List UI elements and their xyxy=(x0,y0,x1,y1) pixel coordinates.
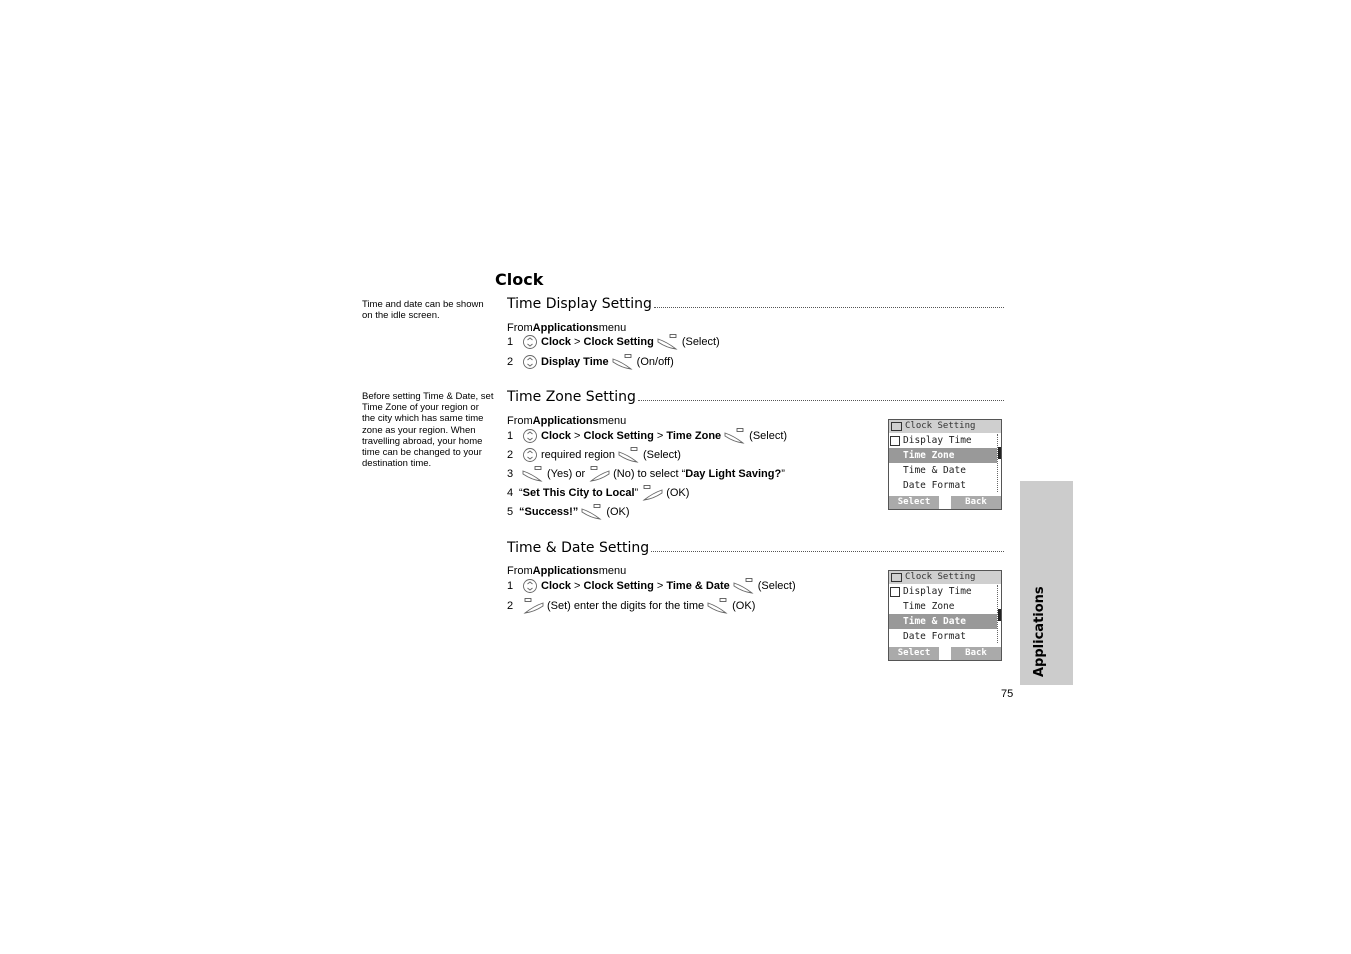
right-soft-key-icon xyxy=(724,428,746,444)
navigation-key-icon xyxy=(522,354,538,370)
scrollbar xyxy=(997,434,1000,492)
step-3: 3 (Yes) or (No) to select “ Day Light Saving? ” xyxy=(507,467,785,480)
side-note-timezone: Before setting Time & Date, set Time Zone of your region or the city which has same time zone as your region. When travelling abroad, your home time can be changed to your destination time. xyxy=(362,391,494,470)
right-soft-key-icon xyxy=(612,354,634,370)
navigation-key-icon xyxy=(522,447,538,463)
step-2: 2 required region (Select) xyxy=(507,448,681,461)
step-4: 4 “ Set This City to Local ” (OK) xyxy=(507,486,690,499)
step-1: 1 Clock > Clock Setting > Time & Date (Select) xyxy=(507,579,796,592)
checkbox-icon xyxy=(890,587,900,597)
section-title-datetime: Time & Date Setting xyxy=(507,540,1004,556)
left-soft-key-icon xyxy=(588,466,610,482)
chapter-tab xyxy=(1020,481,1073,685)
screen-menu-item: Date Format xyxy=(903,480,966,491)
clock-icon xyxy=(891,422,902,431)
page-number: 75 xyxy=(1001,688,1014,700)
screen-menu-item: Display Time xyxy=(889,433,1001,448)
screen-menu-item: Time & Date xyxy=(903,465,966,476)
screen-menu-item-selected: Time Zone xyxy=(889,448,997,463)
step-5: 5 “Success!” (OK) xyxy=(507,505,630,518)
from-menu-line: From Applications menu xyxy=(507,321,627,334)
screen-menu-item: Time Zone xyxy=(903,601,955,612)
step-1: 1 Clock > Clock Setting (Select) xyxy=(507,335,720,348)
navigation-key-icon xyxy=(522,334,538,350)
scrollbar-thumb xyxy=(998,609,1001,621)
right-soft-key-icon xyxy=(733,578,755,594)
right-soft-key-icon xyxy=(522,466,544,482)
screen-menu-item: Display Time xyxy=(889,584,1001,599)
back-soft-key: Back xyxy=(951,647,1001,660)
screen-header: Clock Setting xyxy=(889,420,1001,433)
soft-key-bar xyxy=(889,496,1001,509)
back-soft-key: Back xyxy=(951,496,1001,509)
left-soft-key-icon xyxy=(641,485,663,501)
right-soft-key-icon xyxy=(657,334,679,350)
navigation-key-icon xyxy=(522,428,538,444)
phone-screen-time-zone xyxy=(888,419,1002,510)
phone-screen-time-date xyxy=(888,570,1002,661)
from-menu-line: From Applications menu xyxy=(507,564,627,577)
select-soft-key: Select xyxy=(889,496,939,509)
clock-icon xyxy=(891,573,902,582)
right-soft-key-icon xyxy=(707,598,729,614)
from-menu-line: From Applications menu xyxy=(507,414,627,427)
step-2: 2 (Set) enter the digits for the time (OK) xyxy=(507,599,756,612)
side-note-display: Time and date can be shown on the idle screen. xyxy=(362,299,484,322)
left-soft-key-icon xyxy=(522,598,544,614)
select-soft-key: Select xyxy=(889,647,939,660)
right-soft-key-icon xyxy=(581,504,603,520)
step-2: 2 Display Time (On/off) xyxy=(507,355,674,368)
navigation-key-icon xyxy=(522,578,538,594)
section-title-display: Time Display Setting xyxy=(507,296,1004,312)
checkbox-icon xyxy=(890,436,900,446)
step-1: 1 Clock > Clock Setting > Time Zone (Select) xyxy=(507,429,788,442)
screen-menu-item: Date Format xyxy=(903,631,966,642)
soft-key-bar xyxy=(889,647,1001,660)
screen-menu-item-selected: Time & Date xyxy=(889,614,997,629)
scrollbar-thumb xyxy=(998,447,1001,459)
page-title: Clock xyxy=(495,270,544,289)
section-title-timezone: Time Zone Setting xyxy=(507,389,1004,405)
screen-header: Clock Setting xyxy=(889,571,1001,584)
chapter-tab-label: Applications xyxy=(1032,586,1047,677)
right-soft-key-icon xyxy=(618,447,640,463)
